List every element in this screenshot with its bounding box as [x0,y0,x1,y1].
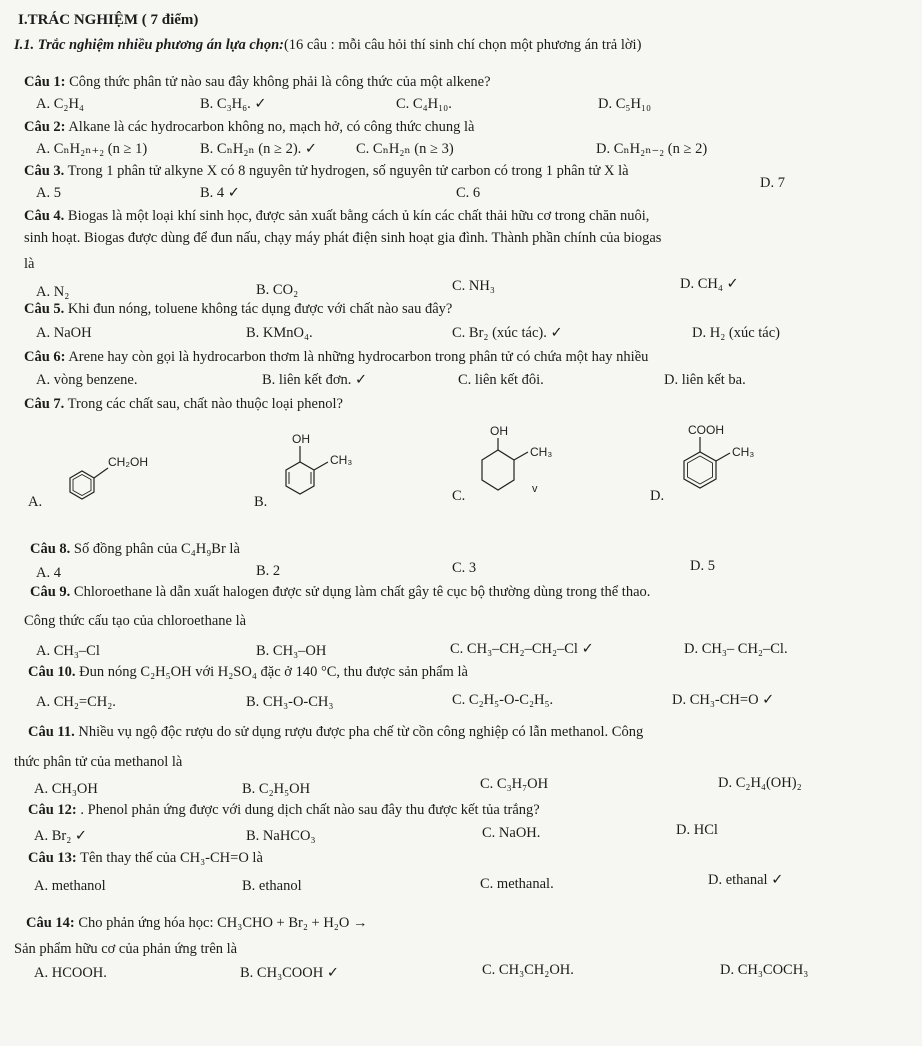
question-7-option-c: C. [452,488,466,504]
question-10-option-a: A. CH₂=CH₂. [36,694,116,710]
question-12-option-d: D. HCl [676,822,718,838]
question-6-option-d: D. liên kết ba. [664,372,746,388]
question-4-option-b: B. CO₂ [256,282,299,298]
question-5-option-a: A. NaOH [36,325,92,341]
question-13-option-b: B. ethanol [242,878,302,894]
question-14-option-c: C. CH₃CH₂OH. [482,962,574,978]
question-8-option-d: D. 5 [690,558,715,574]
question-2-option-a: A. CₙH₂ₙ₊₂ (n ≥ 1) [36,141,148,157]
structure-d-toluic-acid [670,420,780,505]
question-8-option-c: C. 3 [452,560,477,576]
section-title: I.TRÁC NGHIỆM ( 7 điểm) [18,12,199,28]
question-10-option-d: D. CH₃-CH=O ✓ [672,692,775,708]
structure-d-carboxyl-label: COOH [688,423,724,437]
question-14-option-d: D. CH₃COCH₃ [720,962,809,978]
question-1-stem: Câu 1: Công thức phân tử nào sau đây không phải là công thức của một alkene? [24,74,491,90]
question-12-option-a: A. Br₂ ✓ [34,828,88,844]
question-3-option-c: C. 6 [456,185,481,201]
question-13-stem: Câu 13: Tên thay thế của CH₃-CH=O là [28,850,263,866]
question-10-stem: Câu 10. Đun nóng C₂H₅OH với H₂SO₄ đặc ở 140 °C, thu được sản phẩm là [28,664,468,680]
question-2-stem: Câu 2: Alkane là các hydrocarbon không no, mạch hở, có công thức chung là [24,119,475,135]
question-14-stem-line-2: Sản phẩm hữu cơ của phản ứng trên là [14,941,238,957]
question-12-option-b: B. NaHCO₃ [246,828,316,844]
question-1-option-c: C. C₄H₁₀. [396,96,452,112]
structure-b-methyl-label: CH₃ [330,453,353,467]
subsection-title: I.1. Trắc nghiệm nhiều phương án lựa chọn: [14,37,284,53]
question-7-stem: Câu 7. Trong các chất sau, chất nào thuộc loại phenol? [24,396,343,412]
question-1-option-d: D. C₅H₁₀ [598,96,652,112]
structure-c-methylcyclohexanol [468,420,578,505]
subsection-note: (16 câu : mỗi câu hỏi thí sinh chí chọn một phương án trả lời) [283,37,642,53]
question-11-option-b: B. C₂H₅OH [242,781,311,797]
question-8-option-a: A. 4 [36,565,61,581]
question-4-stem: Câu 4. Biogas là một loại khí sinh học, được sản xuất bằng cách ủ kín các chất thải hữu cơ trong chăn nuôi, [24,208,650,224]
structure-d-methyl-label: CH₃ [732,445,755,459]
question-13-option-a: A. methanol [34,878,106,894]
structure-b-o-cresol [270,428,380,508]
question-14-stem: Câu 14: Cho phản ứng hóa học: CH₃CHO + Br₂ + H₂O → [26,915,368,931]
question-14-option-a: A. HCOOH. [34,965,107,981]
structure-c-hydroxyl-label: OH [490,424,508,438]
question-3-option-b: B. 4 ✓ [200,185,240,201]
question-11-option-d: D. C₂H₄(OH)₂ [718,775,802,791]
question-11-option-c: C. C₃H₇OH [480,776,549,792]
svg-text:v: v [532,483,538,495]
question-8-stem: Câu 8. Số đồng phân của C₄H₉Br là [30,541,240,557]
question-8-option-b: B. 2 [256,563,281,579]
question-9-option-d: D. CH₃– CH₂–Cl. [684,641,788,657]
question-1-option-b: B. C₃H₆. ✓ [200,96,267,112]
question-4-stem-line-3: là [24,256,35,272]
question-4-option-d: D. CH₄ ✓ [680,276,739,292]
question-3-option-a: A. 5 [36,185,61,201]
question-10-option-c: C. C₂H₅-O-C₂H₅. [452,692,554,708]
question-6-stem: Câu 6: Arene hay còn gọi là hydrocarbon thơm là những hydrocarbon trong phân tử có chứa một hay nhiều [24,349,649,365]
question-7-option-b: B. [254,494,268,510]
question-6-option-a: A. vòng benzene. [36,372,138,388]
question-13-option-d: D. ethanal ✓ [708,872,784,888]
question-5-option-b: B. KMnO₄. [246,325,313,341]
structure-a-benzyl-alcohol [58,444,148,504]
question-6-option-b: B. liên kết đơn. ✓ [262,372,368,388]
question-3-stem: Câu 3. Trong 1 phân tử alkyne X có 8 nguyên tử hydrogen, số nguyên tử carbon có trong 1 phân tử X là [24,163,629,179]
question-9-stem: Câu 9. Chloroethane là dẫn xuất halogen được sử dụng làm chất gây tê cục bộ thường dùng trong thể thao. [30,584,651,600]
question-7-option-a: A. [28,494,43,510]
question-9-stem-line-2: Công thức cấu tạo của chloroethane là [24,613,247,629]
structure-c-methyl-label: CH₃ [530,445,553,459]
question-9-option-b: B. CH₃–OH [256,643,327,659]
subsection-header [14,37,641,54]
question-9-option-c: C. CH₃–CH₂–CH₂–Cl ✓ [450,641,594,657]
question-11-option-a: A. CH₃OH [34,781,98,797]
question-11-stem-line-2: thức phân tử của methanol là [14,754,183,770]
structure-a-substituent-label: CH₂OH [108,455,148,469]
structure-b-hydroxyl-label: OH [292,432,310,446]
question-12-stem: Câu 12: . Phenol phản ứng được với dung dịch chất nào sau đây thu được kết tủa trắng? [28,802,540,818]
question-5-stem: Câu 5. Khi đun nóng, toluene không tác dụng được với chất nào sau đây? [24,301,453,317]
question-1-option-a: A. C₂H₄ [36,96,84,112]
question-5-option-c: C. Br₂ (xúc tác). ✓ [452,325,563,341]
question-4-option-c: C. NH₃ [452,278,495,294]
question-2-option-b: B. CₙH₂ₙ (n ≥ 2). ✓ [200,141,318,157]
question-11-stem: Câu 11. Nhiều vụ ngộ độc rượu do sử dụng rượu được pha chế từ cồn công nghiệp có lẫn methanol. Công [28,724,644,740]
question-9-option-a: A. CH₃–Cl [36,643,100,659]
question-4-stem-line-2: sinh hoạt. Biogas được dùng để đun nấu, chạy máy phát điện sinh hoạt gia đình. Thành phần chính của biogas [24,230,662,246]
question-12-option-c: C. NaOH. [482,825,541,841]
question-10-option-b: B. CH₃-O-CH₃ [246,694,334,710]
question-13-option-c: C. methanal. [480,876,554,892]
question-4-option-a: A. N₂ [36,284,70,300]
question-7-option-d: D. [650,488,665,504]
question-2-option-c: C. CₙH₂ₙ (n ≥ 3) [356,141,454,157]
question-5-option-d: D. H₂ (xúc tác) [692,325,780,341]
question-14-option-b: B. CH₃COOH ✓ [240,965,339,981]
question-2-option-d: D. CₙH₂ₙ₋₂ (n ≥ 2) [596,141,708,157]
question-3-option-d: D. 7 [760,175,785,191]
question-6-option-c: C. liên kết đôi. [458,372,544,388]
